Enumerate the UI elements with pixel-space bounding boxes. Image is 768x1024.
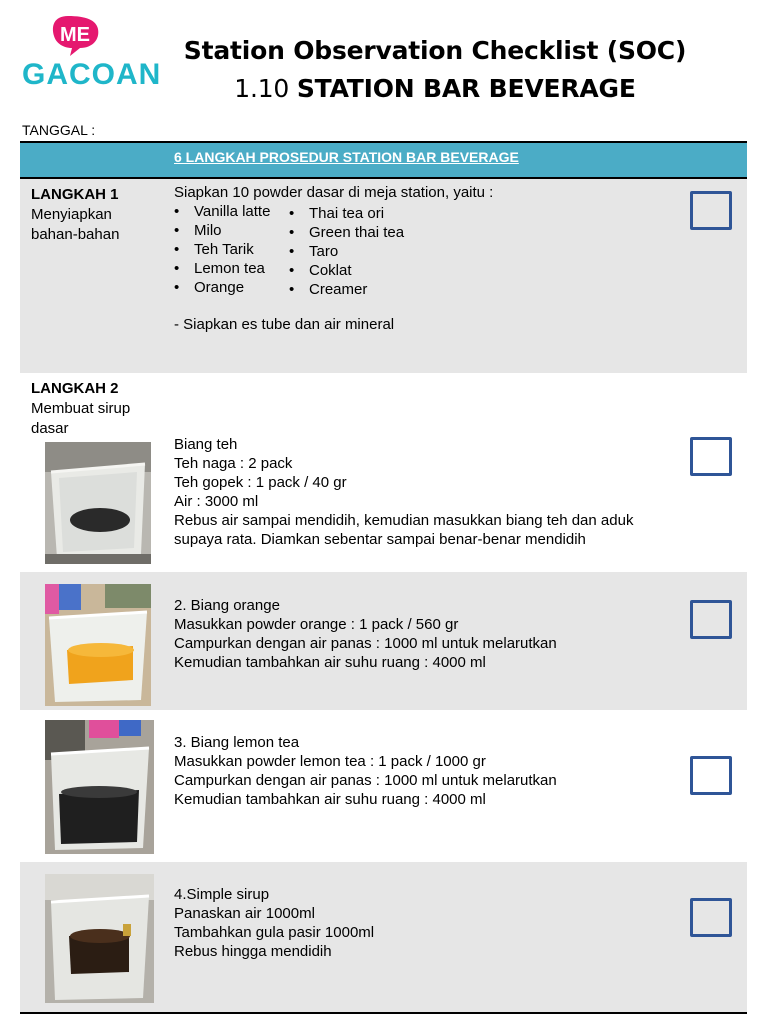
lemon-container-photo [45, 720, 154, 854]
step-1-desc-2: bahan-bahan [31, 226, 120, 243]
list-item: • Lemon tea [174, 259, 270, 278]
list-item: • Coklat [289, 261, 404, 280]
simple-sirup-checkbox[interactable] [690, 898, 732, 937]
text-line: Tambahkan gula pasir 1000ml [174, 924, 375, 941]
subtitle-station: STATION BAR BEVERAGE [296, 74, 636, 103]
simple-sirup-text [174, 885, 374, 961]
step-1-note: - Siapkan es tube dan air mineral [174, 316, 395, 333]
biang-orange-row [20, 572, 747, 710]
orange-container-photo [45, 584, 151, 706]
text-line: Rebus hingga mendidih [174, 943, 332, 960]
mie-gacoan-logo [18, 12, 162, 92]
step-2-desc-2: dasar [31, 420, 69, 437]
text-line: 2. Biang orange [174, 597, 280, 614]
text-line: Air : 3000 ml [174, 493, 259, 510]
list-item: • Taro [289, 242, 404, 261]
text-line: Kemudian tambahkan air suhu ruang : 4000 ml [174, 791, 486, 808]
list-item: • Orange [174, 278, 270, 297]
logo-me-text: ME [60, 24, 90, 46]
list-item: • Thai tea ori [289, 204, 404, 223]
text-line: 4.Simple sirup [174, 886, 270, 903]
simple-sirup-row [20, 862, 747, 1012]
step-2-title: LANGKAH 2 [31, 380, 119, 397]
text-line: Campurkan dengan air panas : 1000 ml untuk melarutkan [174, 635, 557, 652]
biang-teh-checkbox[interactable] [690, 437, 732, 476]
list-item: • Creamer [289, 280, 404, 299]
list-item: • Milo [174, 221, 270, 240]
biang-lemon-row [20, 710, 747, 862]
biang-orange-checkbox[interactable] [690, 600, 732, 639]
bottom-divider [20, 1012, 747, 1014]
powder-list-1 [174, 202, 270, 297]
text-line: Teh naga : 2 pack [174, 455, 293, 472]
tanggal-label: TANGGAL : [22, 122, 96, 138]
text-line: Masukkan powder orange : 1 pack / 560 gr [174, 616, 459, 633]
list-item: • Vanilla latte [174, 202, 270, 221]
step-2-label [31, 379, 130, 439]
page-title: Station Observation Checklist (SOC) [183, 36, 687, 65]
section-header [20, 143, 747, 179]
biang-orange-text [174, 596, 557, 672]
powder-list-2 [289, 204, 404, 299]
text-line: Campurkan dengan air panas : 1000 ml untuk melarutkan [174, 772, 557, 789]
text-line: 3. Biang lemon tea [174, 734, 300, 751]
step-1-label [31, 185, 119, 245]
biang-teh-text [174, 435, 633, 549]
sirup-container-photo [45, 874, 154, 1003]
step-2-row [20, 373, 747, 572]
logo-gacoan-text: GACOAN [22, 58, 162, 91]
text-line: Teh gopek : 1 pack / 40 gr [174, 474, 347, 491]
biang-lemon-checkbox[interactable] [690, 756, 732, 795]
step-1-title: LANGKAH 1 [31, 186, 119, 203]
text-line: supaya rata. Diamkan sebentar sampai benar-benar mendidih [174, 531, 586, 548]
text-line: Masukkan powder lemon tea : 1 pack / 1000 gr [174, 753, 486, 770]
subtitle-number: 1.10 [234, 74, 290, 103]
step-1-desc: Menyiapkan [31, 206, 112, 223]
text-line: Kemudian tambahkan air suhu ruang : 4000 ml [174, 654, 486, 671]
page-subtitle [150, 74, 720, 103]
tea-container-photo [45, 442, 151, 564]
list-item: • Green thai tea [289, 223, 404, 242]
biang-lemon-text [174, 733, 557, 809]
text-line: Biang teh [174, 436, 238, 453]
step-1-intro: Siapkan 10 powder dasar di meja station, yaitu : [174, 184, 494, 201]
step-1-checkbox[interactable] [690, 191, 732, 230]
list-item: • Teh Tarik [174, 240, 270, 259]
step-2-desc: Membuat sirup [31, 400, 131, 417]
section-header-text: 6 LANGKAH PROSEDUR STATION BAR BEVERAGE [174, 149, 519, 165]
text-line: Rebus air sampai mendidih, kemudian masukkan biang teh dan aduk [174, 512, 634, 529]
text-line: Panaskan air 1000ml [174, 905, 315, 922]
step-1-row [20, 179, 747, 373]
